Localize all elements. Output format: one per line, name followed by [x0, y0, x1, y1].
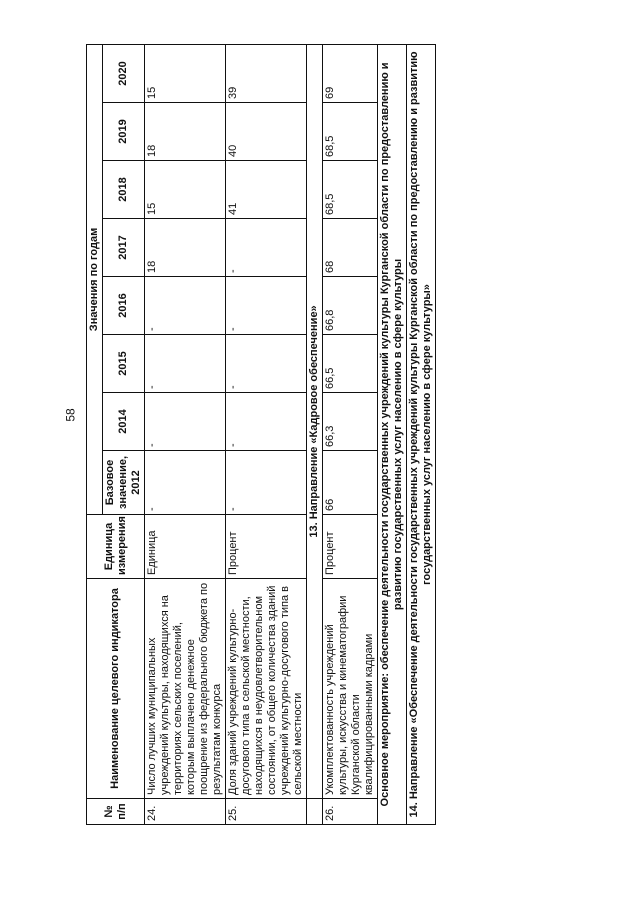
table-header — [87, 44, 145, 824]
header-year: 2020 — [103, 44, 145, 102]
section-13 — [307, 44, 323, 824]
row-number: 25. — [226, 799, 307, 825]
indicator-name: Доля зданий учреждений культурно-досугового типа в сельской местности, находящихся в неудовлетворительном состоянии, от общего количества зданий учреждений культурно-досугового типа в сельской местности — [226, 579, 307, 799]
row-number: 24. — [145, 799, 226, 825]
table-row — [226, 44, 307, 824]
value-cell: 68 — [323, 219, 378, 277]
indicators-table — [86, 44, 436, 825]
value-cell: - — [226, 393, 307, 451]
value-cell: 39 — [226, 44, 307, 102]
main-activity: Основное мероприятие: обеспечение деятельности государственных учреждений культуры Курганской области по предоставлению и развитию государственных услуг населению в сфере культуры — [378, 44, 407, 824]
value-cell: 18 — [145, 219, 226, 277]
header-unit: Единица измерения — [87, 515, 145, 579]
header-year: 2016 — [103, 277, 145, 335]
header-year: 2018 — [103, 161, 145, 219]
row-number: 26. — [323, 799, 378, 825]
header-name: Наименование целевого индикатора — [87, 579, 145, 799]
value-cell: 41 — [226, 161, 307, 219]
section-title: 14. Направление «Обеспечение деятельности государственных учреждений культуры Курганской области по предоставлению и развитию государственных услуг населению в сфере культуры» — [407, 44, 436, 824]
value-cell: 68,5 — [323, 161, 378, 219]
value-cell: 66,5 — [323, 335, 378, 393]
header-year: 2017 — [103, 219, 145, 277]
value-cell: 15 — [145, 44, 226, 102]
header-num: № п/п — [87, 799, 145, 825]
value-cell: 69 — [323, 44, 378, 102]
unit-cell: Единица — [145, 515, 226, 579]
indicator-name: Укомплектованность учреждений культуры, искусства и кинематографии Курганской области квалифицированными кадрами — [323, 579, 378, 799]
value-cell: - — [145, 335, 226, 393]
value-cell: 68,5 — [323, 103, 378, 161]
value-cell: - — [226, 277, 307, 335]
indicator-name: Число лучших муниципальных учреждений культуры, находящихся на территориях сельских поселений, которым выплачено денежное поощрение из федерального бюджета по результатам конкурса — [145, 579, 226, 799]
value-cell: - — [145, 393, 226, 451]
header-values-group: Значения по годам — [87, 44, 103, 514]
value-cell: - — [145, 277, 226, 335]
value-cell: 15 — [145, 161, 226, 219]
unit-cell: Процент — [226, 515, 307, 579]
rotated-table-container — [86, 45, 536, 825]
unit-cell: Процент — [323, 515, 378, 579]
table-row — [145, 44, 226, 824]
value-cell: 18 — [145, 103, 226, 161]
value-cell: 66 — [323, 451, 378, 515]
value-cell: - — [226, 335, 307, 393]
value-cell: - — [145, 451, 226, 515]
value-cell: 40 — [226, 103, 307, 161]
value-cell: - — [226, 451, 307, 515]
value-cell: - — [226, 219, 307, 277]
header-year: 2015 — [103, 335, 145, 393]
footer-sections — [378, 44, 436, 824]
table-body-a — [145, 44, 307, 824]
table-row — [323, 44, 378, 824]
value-cell: 66,8 — [323, 277, 378, 335]
page-number: 58 — [63, 408, 78, 422]
header-base: Базовое значение, 2012 — [103, 451, 145, 515]
header-year: 2014 — [103, 393, 145, 451]
header-year: 2019 — [103, 103, 145, 161]
table-body-b — [323, 44, 378, 824]
value-cell: 66,3 — [323, 393, 378, 451]
section-title: 13. Направление «Кадровое обеспечение» — [307, 44, 323, 798]
